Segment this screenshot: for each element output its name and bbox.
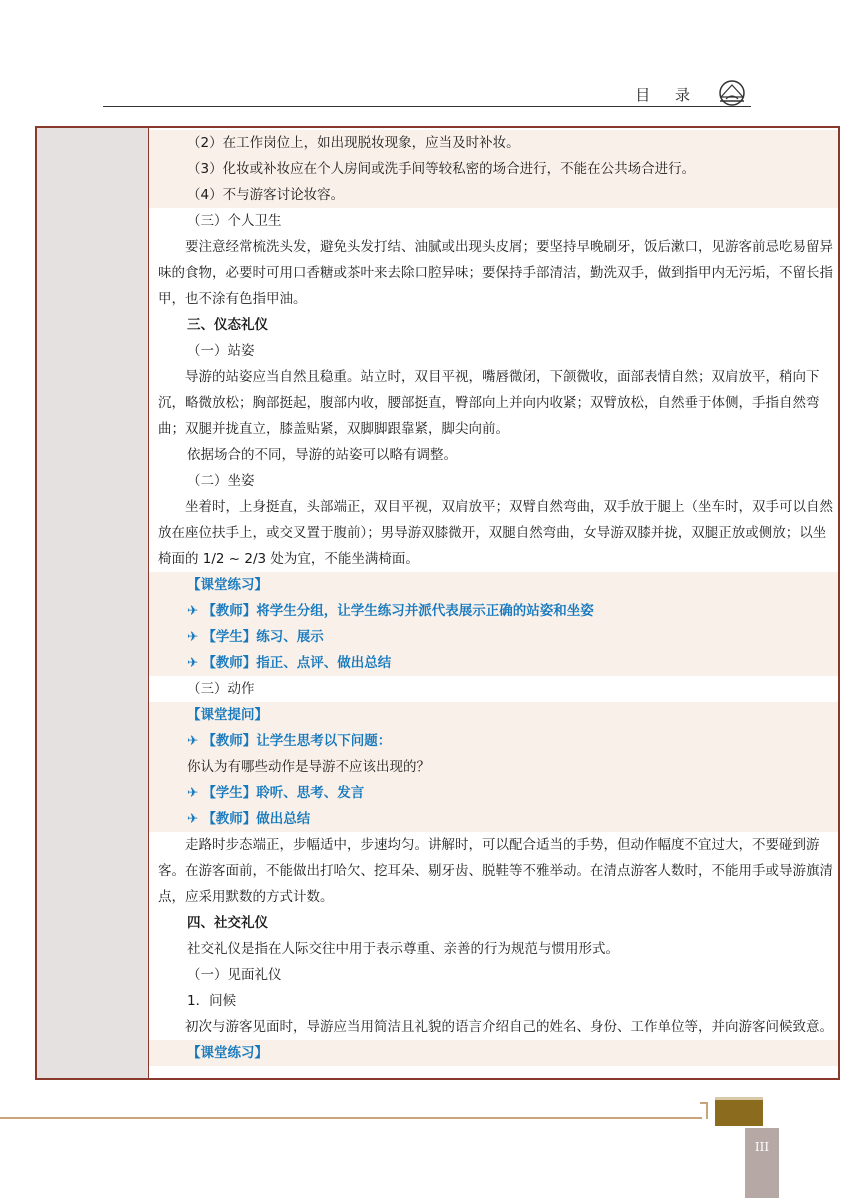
activity-step-text: 【教师】让学生思考以下问题： [202,733,392,749]
content-table [35,126,840,1080]
activity-step-text: 【学生】练习、展示 [202,629,324,645]
activity-step [149,728,838,754]
list-item: （4）不与游客讨论妆容。 [149,182,838,208]
subheading: （三）个人卫生 [187,213,282,229]
paragraph: 坐着时，上身挺直，头部端正，双目平视，双肩放平；双臂自然弯曲，双手放于腿上（坐车时，双手可以自然放在座位扶手上，或交叉置于腹前）；男导游双膝微开，双腿自然弯曲，女导游双膝并拢，双腿正放或侧放；以坐椅面的 1/2 ~ 2/3 处为宜，不能坐满椅面。 [158,499,833,567]
footer-rule [0,1117,702,1119]
header-title: 目 录 [635,86,700,104]
plane-icon: ✈ [187,733,199,749]
activity-step [149,598,838,624]
plane-icon: ✈ [187,655,199,671]
activity-label: 【课堂练习】 [149,572,838,598]
activity-step [149,624,838,650]
page-number-tab [745,1128,779,1198]
plane-icon: ✈ [187,603,199,619]
activity-label: 【课堂练习】 [149,1040,838,1066]
subheading: （一）见面礼仪 [187,967,282,983]
activity-label: 【课堂提问】 [149,702,838,728]
activity-step-text: 【教师】将学生分组，让学生练习并派代表展示正确的站姿和坐姿 [202,603,594,619]
plane-icon: ✈ [187,629,199,645]
activity-step [149,780,838,806]
paragraph: 要注意经常梳洗头发，避免头发打结、油腻或出现头皮屑；要坚持早晚刷牙，饭后漱口，见游客前忌吃易留异味的食物，必要时可用口香糖或茶叶来去除口腔异味；要保持手部清洁，勤洗双手，做到指甲内无污垢，不留长指甲，也不涂有色指甲油。 [158,239,833,307]
content-column [149,130,838,1078]
subheading: （三）动作 [187,681,255,697]
list-item: （3）化妆或补妆应在个人房间或洗手间等较私密的场合进行，不能在公共场合进行。 [149,156,838,182]
subheading: （二）坐姿 [187,473,255,489]
section-heading: 三、仪态礼仪 [187,317,268,333]
header-rule [103,106,751,107]
book-logo-icon [717,79,747,107]
numbered-heading: 1．问候 [187,993,237,1009]
paragraph: 导游的站姿应当自然且稳重。站立时，双目平视，嘴唇微闭，下颌微收，面部表情自然；双肩放平，稍向下沉，略微放松；胸部挺起，腹部内收，腰部挺直，臀部向上并向内收紧；双臂放松，自然垂于体侧，手指自然弯曲；双腿并拢直立，膝盖贴紧，双脚脚跟靠紧，脚尖向前。 [158,369,820,437]
footer-block [715,1097,763,1126]
paragraph: 依据场合的不同，导游的站姿可以略有调整。 [187,447,457,463]
section-heading: 四、社交礼仪 [187,915,268,931]
paragraph: 走路时步态端正，步幅适中，步速均匀。讲解时，可以配合适当的手势，但动作幅度不宜过大，不要碰到游客。在游客面前，不能做出打哈欠、挖耳朵、剔牙齿、脱鞋等不雅举动。在清点游客人数时，不能用手或导游旗清点，应采用默数的方式计数。 [158,837,833,905]
left-column [37,128,149,1078]
activity-step-text: 【教师】指正、点评、做出总结 [202,655,392,671]
footer-ornament [700,1102,708,1119]
paragraph: 初次与游客见面时，导游应当用简洁且礼貌的语言介绍自己的姓名、身份、工作单位等，并向游客问候致意。 [185,1019,833,1035]
activity-step [149,650,838,676]
paragraph: 社交礼仪是指在人际交往中用于表示尊重、亲善的行为规范与惯用形式。 [187,941,619,957]
plane-icon: ✈ [187,811,199,827]
activity-step-text: 【学生】聆听、思考、发言 [202,785,365,801]
activity-step-text: 【教师】做出总结 [202,811,311,827]
activity-question: 你认为有哪些动作是导游不应该出现的？ [149,754,838,780]
list-item: （2）在工作岗位上，如出现脱妆现象，应当及时补妆。 [149,130,838,156]
subheading: （一）站姿 [187,343,255,359]
page-number: III [754,1140,770,1154]
activity-step [149,806,838,832]
plane-icon: ✈ [187,785,199,801]
